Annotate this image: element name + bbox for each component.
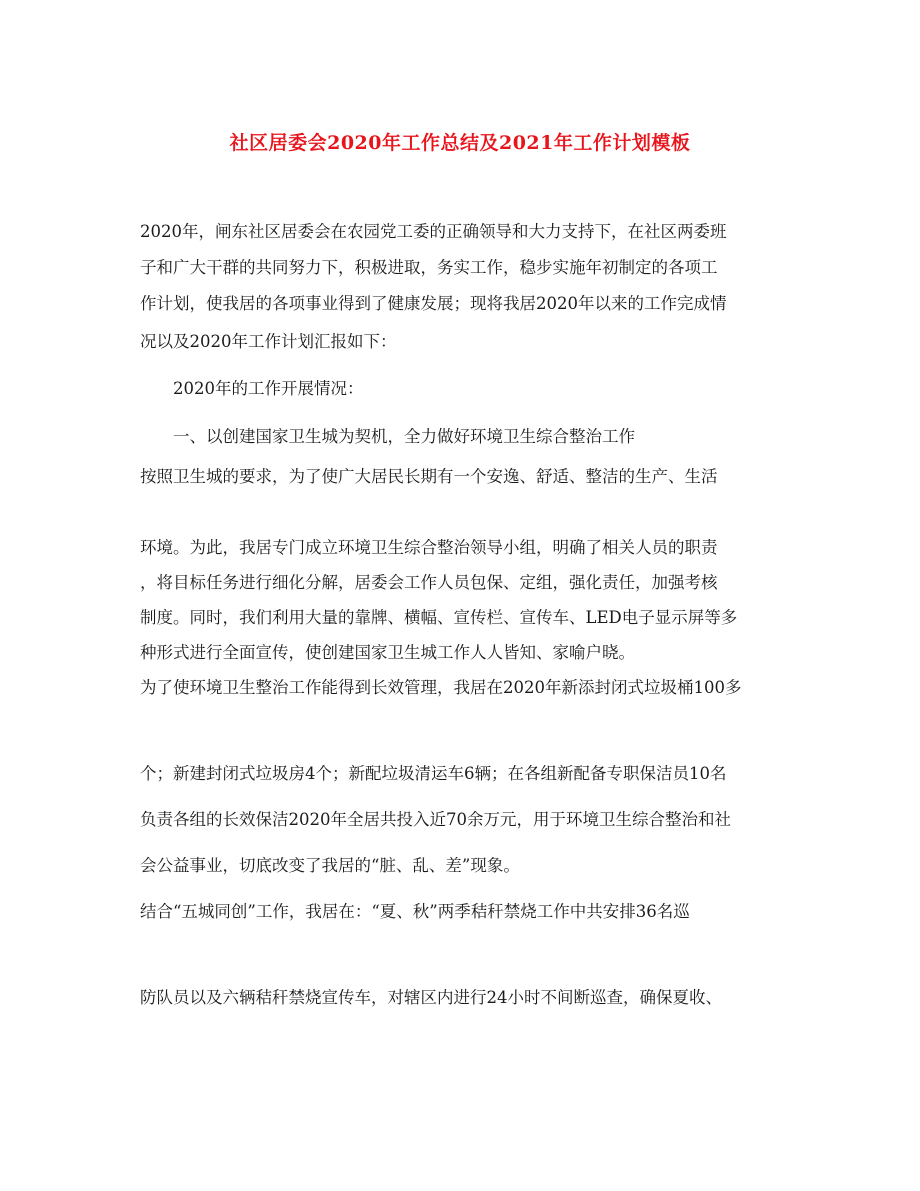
paragraph-line: 个；新建封闭式垃圾房4个；新配垃圾清运车6辆；在各组新配备专职保洁员10名 xyxy=(140,764,727,783)
paragraph-line: 种形式进行全面宣传，使创建国家卫生城工作人人皆知、家喻户晓。 xyxy=(140,643,635,662)
paragraph-line: 况以及2020年工作计划汇报如下： xyxy=(140,332,397,351)
paragraph-line: 会公益事业，切底改变了我居的“脏、乱、差”现象。 xyxy=(140,856,520,875)
section-heading: 一、以创建国家卫生城为契机，全力做好环境卫生综合整治工作 xyxy=(173,427,635,446)
paragraph-line: 子和广大干群的共同努力下，积极进取，务实工作，稳步实施年初制定的各项工 xyxy=(140,258,718,277)
paragraph-line: 2020年，闸东社区居委会在农园党工委的正确领导和大力支持下，在社区两委班 xyxy=(140,222,727,241)
document-title: 社区居委会2020年工作总结及2021年工作计划模板 xyxy=(229,132,691,154)
paragraph-line: ，将目标任务进行细化分解，居委会工作人员包保、定组，强化责任，加强考核 xyxy=(140,573,718,592)
paragraph-line: 为了使环境卫生整治工作能得到长效管理，我居在2020年新添封闭式垃圾桶100多 xyxy=(140,678,742,697)
section-heading: 2020年的工作开展情况： xyxy=(173,379,364,398)
paragraph-line: 按照卫生城的要求，为了使广大居民长期有一个安逸、舒适、整洁的生产、生活 xyxy=(140,467,718,486)
paragraph-line: 防队员以及六辆秸秆禁烧宣传车，对辖区内进行24小时不间断巡查，确保夏收、 xyxy=(140,988,722,1007)
paragraph-line: 作计划，使我居的各项事业得到了健康发展；现将我居2020年以来的工作完成情 xyxy=(140,294,727,313)
paragraph-line: 环境。为此，我居专门成立环境卫生综合整治领导小组，明确了相关人员的职责 xyxy=(140,538,718,557)
paragraph-line: 制度。同时，我们利用大量的靠牌、横幅、宣传栏、宣传车、LED电子显示屏等多 xyxy=(140,608,738,627)
paragraph-line: 负责各组的长效保洁2020年全居共投入近70余万元，用于环境卫生综合整治和社 xyxy=(140,810,731,829)
paragraph-line: 结合“五城同创”工作，我居在：“夏、秋”两季秸秆禁烧工作中共安排36名巡 xyxy=(140,902,690,921)
